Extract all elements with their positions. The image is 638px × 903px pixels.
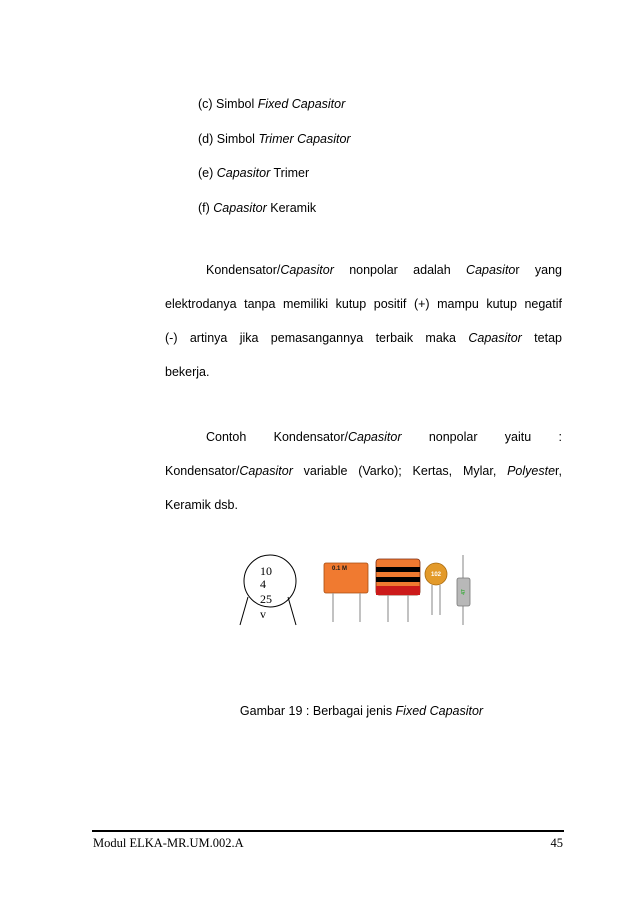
ceramic-label-4: v xyxy=(260,607,266,621)
para1-line3: (-) artinya jika pemasangannya terbaik maka Capasitor tetap xyxy=(165,331,562,345)
ceramic-lead-right xyxy=(288,597,296,625)
paragraph-nonpolar xyxy=(165,253,562,389)
list-item-f: (f) Capasitor Keramik xyxy=(198,201,317,215)
ceramic-capacitor-symbol xyxy=(240,555,296,625)
list-item-c: (c) Simbol Fixed Capasitor xyxy=(198,97,346,111)
disc-ceramic-capacitor xyxy=(425,563,447,615)
striped-band-black-2 xyxy=(376,577,420,582)
capacitor-figure xyxy=(230,545,490,645)
footer-divider xyxy=(92,830,564,832)
para1-line1: Kondensator/Capasitor nonpolar adalah Capasitor yang xyxy=(206,263,562,277)
para1-line4: bekerja. xyxy=(165,365,210,379)
footer-module-code: Modul ELKA-MR.UM.002.A xyxy=(93,836,244,850)
figure-caption: Gambar 19 : Berbagai jenis Fixed Capasitor xyxy=(239,704,484,718)
ceramic-label-3: 25 xyxy=(260,592,272,606)
striped-band-black-1 xyxy=(376,567,420,572)
paragraph-examples xyxy=(165,420,562,522)
list-item-d: (d) Simbol Trimer Capasitor xyxy=(198,132,351,146)
striped-capacitor xyxy=(376,559,420,622)
para2-line3: Keramik dsb. xyxy=(165,498,238,512)
axial-capacitor xyxy=(457,555,470,625)
ceramic-label-2: 4 xyxy=(260,577,266,591)
para2-line2: Kondensator/Capasitor variable (Varko); Kertas, Mylar, Polyester, xyxy=(165,464,562,478)
ceramic-lead-left xyxy=(240,597,248,625)
film-capacitor-label: 0.1 M xyxy=(332,566,348,572)
film-capacitor xyxy=(324,563,368,622)
para1-line2: elektrodanya tanpa memiliki kutup positif (+) mampu kutup negatif xyxy=(165,297,562,311)
disc-label: 102 xyxy=(430,572,442,578)
para2-line1: Contoh Kondensator/Capasitor nonpolar yaitu : xyxy=(206,430,563,444)
list-item-e: (e) Capasitor Trimer xyxy=(198,166,310,180)
axial-label: 47 xyxy=(461,589,467,595)
page-number: 45 xyxy=(550,836,563,850)
striped-band-red xyxy=(376,586,420,595)
ceramic-label-1: 10 xyxy=(260,564,272,578)
